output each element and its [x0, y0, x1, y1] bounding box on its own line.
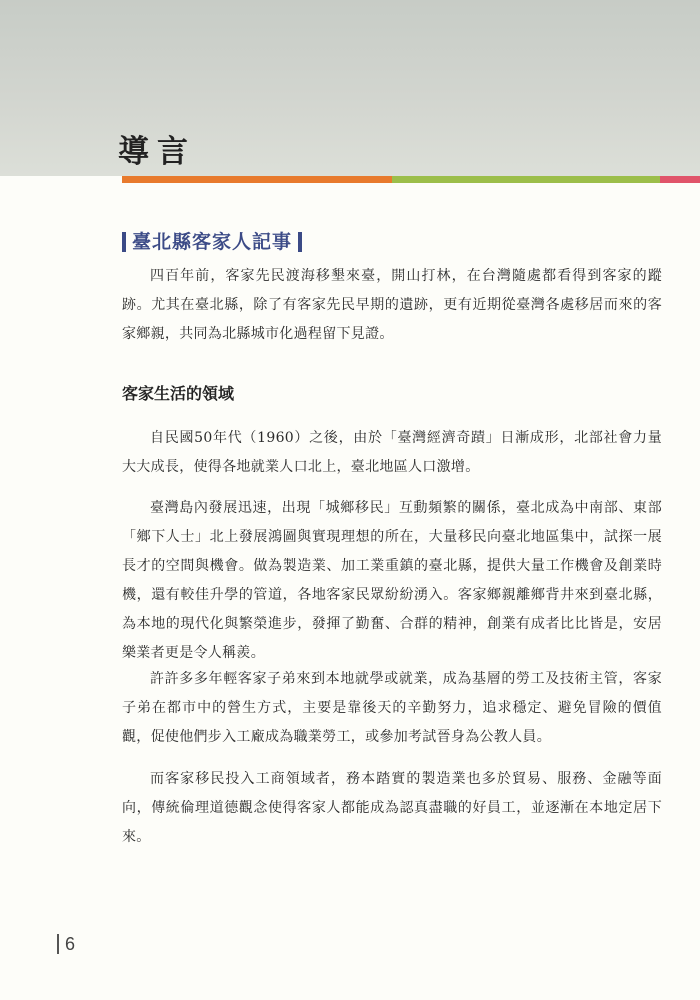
body-paragraph-2: 臺灣島內發展迅速，出現「城鄉移民」互動頻繁的關係，臺北成為中南部、東部「鄉下人士」北上發展鴻圖與實現理想的所在，大量移民向臺北地區集中，試探一展長才的空間與機會。做為製造業、加工業重鎮的臺北縣，提供大量工作機會及創業時機，還有較佳升學的管道，各地客家民眾紛紛湧入。客家鄉親離鄉背井來到臺北縣，為本地的現代化與繁榮進步，發揮了勤奮、合群的精神，創業有成者比比皆是，安居樂業者更是令人稱羨。 [122, 500, 662, 661]
chapter-title: 導言 [118, 134, 196, 170]
body-paragraph-3: 許許多多年輕客家子弟來到本地就學或就業，成為基層的勞工及技術主管，客家子弟在都市中的營生方式，主要是靠後天的辛勤努力，追求穩定、避免冒險的價值觀，促使他們步入工廠成為職業勞工，或參加考試晉身為公教人員。 [122, 671, 662, 745]
section-heading [122, 229, 302, 255]
title-stripe-red [660, 176, 700, 183]
subsection-heading: 客家生活的領域 [122, 384, 235, 403]
section-heading-right-bar [298, 232, 302, 252]
body-paragraph-1: 自民國50年代（1960）之後，由於「臺灣經濟奇蹟」日漸成形，北部社會力量大大成長，使得各地就業人口北上，臺北地區人口激增。 [122, 430, 662, 475]
page-number-text: 6 [65, 934, 76, 954]
section-heading-text: 臺北縣客家人記事 [132, 231, 293, 253]
header-band [0, 0, 700, 176]
section-heading-left-bar [122, 232, 126, 252]
title-stripe-orange [122, 176, 392, 183]
body-paragraph-4: 而客家移民投入工商領域者，務本踏實的製造業也多於貿易、服務、金融等面向，傳統倫理道德觀念使得客家人都能成為認真盡職的好員工，並逐漸在本地定居下來。 [122, 771, 662, 845]
title-stripe-green [392, 176, 660, 183]
page-number [57, 932, 75, 956]
page-number-rule [57, 934, 59, 954]
intro-paragraph: 四百年前，客家先民渡海移墾來臺，開山打林，在台灣隨處都看得到客家的蹤跡。尤其在臺北縣，除了有客家先民早期的遺跡，更有近期從臺灣各處移居而來的客家鄉親，共同為北縣城市化過程留下見證。 [122, 268, 662, 342]
